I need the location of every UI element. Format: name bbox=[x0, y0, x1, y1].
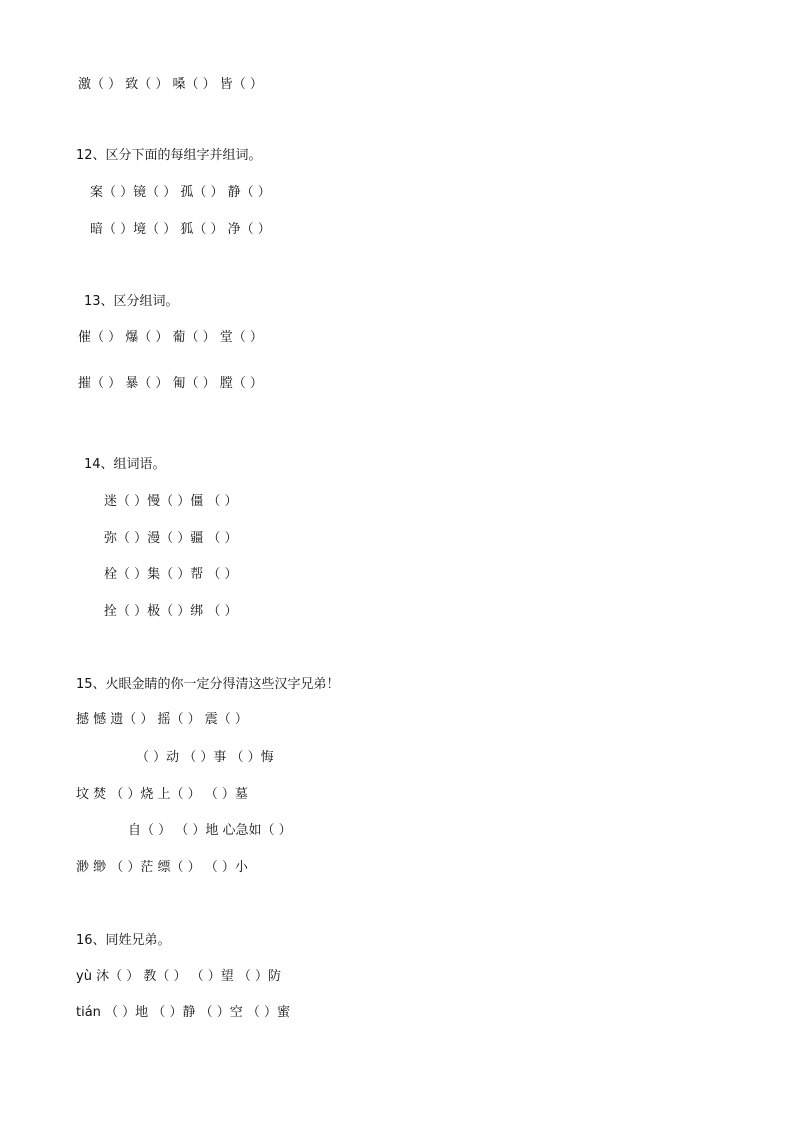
worksheet-line: 15、火眼金睛的你一定分得清这些汉字兄弟！ bbox=[76, 677, 340, 692]
worksheet-line: 摧（ ） 暴（ ） 匍（ ） 膛（ ） bbox=[78, 376, 263, 391]
worksheet-line: 13、区分组词。 bbox=[84, 294, 179, 309]
worksheet-line: 弥（ ）漫（ ）疆 （ ） bbox=[104, 531, 238, 546]
worksheet-line: tián （ ）地 （ ）静 （ ）空 （ ）蜜 bbox=[76, 1005, 290, 1020]
worksheet-line: 16、同姓兄弟。 bbox=[76, 933, 171, 948]
worksheet-line: 渺 缈 （ ）茫 缥（ ） （ ）小 bbox=[76, 860, 248, 875]
worksheet-line: 迷（ ）慢（ ）僵 （ ） bbox=[104, 494, 238, 509]
worksheet-line: 激（ ） 致（ ） 嗓（ ） 皆（ ） bbox=[78, 77, 263, 92]
worksheet-line: yù 沐（ ） 教（ ） （ ）望 （ ）防 bbox=[76, 969, 281, 984]
worksheet-line: 暗（ ）境（ ） 狐（ ） 净（ ） bbox=[90, 222, 271, 237]
worksheet-line: 催（ ） 爆（ ） 葡（ ） 堂（ ） bbox=[78, 330, 263, 345]
worksheet-line: 坟 焚 （ ）烧 上（ ） （ ）墓 bbox=[76, 787, 248, 802]
worksheet-line: （ ）动 （ ）事 （ ）悔 bbox=[136, 750, 274, 765]
worksheet-line: 14、组词语。 bbox=[84, 457, 166, 472]
worksheet-line: 案（ ）镜（ ） 孤（ ） 静（ ） bbox=[90, 185, 271, 200]
worksheet-line: 撼 憾 遗（ ） 摇（ ） 震（ ） bbox=[76, 712, 248, 727]
worksheet-line: 栓（ ）集（ ）帮 （ ） bbox=[104, 567, 238, 582]
worksheet-line: 自（ ） （ ）地 心急如（ ） bbox=[128, 823, 292, 838]
worksheet-line: 12、区分下面的每组字并组词。 bbox=[76, 148, 262, 163]
worksheet-line: 拴（ ）极（ ）绑 （ ） bbox=[104, 604, 238, 619]
